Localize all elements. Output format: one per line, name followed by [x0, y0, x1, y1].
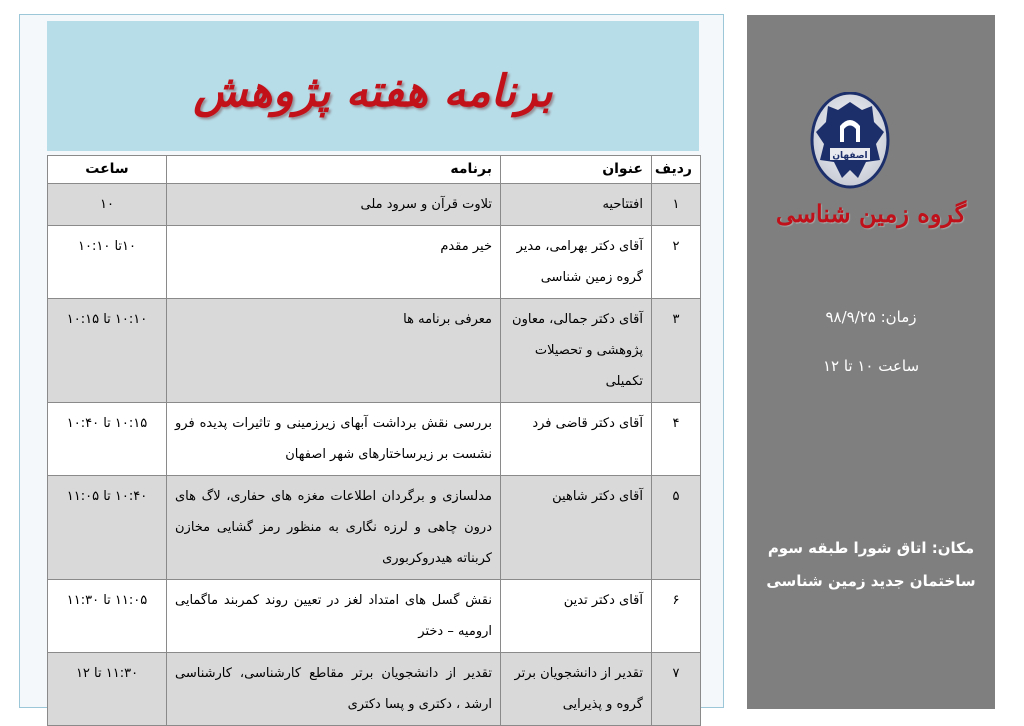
header-title: عنوان [501, 156, 652, 184]
row-time: ۱۰تا ۱۰:۱۰ [48, 226, 167, 299]
row-number: ۷ [652, 653, 701, 726]
row-number: ۴ [652, 403, 701, 476]
row-program: تلاوت قرآن و سرود ملی [167, 184, 501, 226]
table-row [48, 299, 701, 403]
row-time: ۱۰ [48, 184, 167, 226]
table-row [48, 580, 701, 653]
header-row-number: ردیف [652, 156, 701, 184]
event-location: مکان: اتاق شورا طبقه سوم [767, 539, 975, 557]
university-emblem-icon [810, 92, 890, 192]
banner-title: برنامه هفته پژوهش [193, 65, 553, 117]
row-time: ۱۰:۴۰ تا ۱۱:۰۵ [48, 476, 167, 580]
logo-text: اصفهان [832, 151, 868, 161]
event-date: زمان: ۹۸/۹/۲۵ [825, 308, 917, 326]
row-number: ۶ [652, 580, 701, 653]
row-program: نقش گسل های امتداد لغز در تعیین روند کمربند ماگمایی ارومیه – دختر [167, 580, 501, 653]
table-row [48, 403, 701, 476]
row-time: ۱۰:۱۰ تا ۱۰:۱۵ [48, 299, 167, 403]
event-building: ساختمان جدید زمین شناسی [766, 572, 976, 590]
table-row [48, 226, 701, 299]
row-time: ۱۰:۱۵ تا ۱۰:۴۰ [48, 403, 167, 476]
table-row [48, 476, 701, 580]
row-title: آقای دکتر قاضی فرد [501, 403, 652, 476]
row-title: آقای دکتر بهرامی، مدیر گروه زمین شناسی [501, 226, 652, 299]
row-program: تقدیر از دانشجویان برتر مقاطع کارشناسی، کارشناسی ارشد ، دکتری و پسا دکتری [167, 653, 501, 726]
header-time: ساعت [48, 156, 167, 184]
event-hour: ساعت ۱۰ تا ۱۲ [822, 357, 920, 375]
row-number: ۲ [652, 226, 701, 299]
table-header-row [48, 156, 701, 184]
row-program: بررسی نقش برداشت آبهای زیرزمینی و تاثیرات پدیده فرو نشست بر زیرساختارهای شهر اصفهان [167, 403, 501, 476]
row-number: ۵ [652, 476, 701, 580]
department-name: گروه زمین شناسی [775, 199, 967, 228]
title-banner [47, 21, 699, 151]
row-title: افتتاحیه [501, 184, 652, 226]
row-title: آقای دکتر شاهین [501, 476, 652, 580]
info-panel [747, 15, 995, 709]
row-title: آقای دکتر جمالی، معاون پژوهشی و تحصیلات تکمیلی [501, 299, 652, 403]
row-number: ۳ [652, 299, 701, 403]
row-title: آقای دکتر تدین [501, 580, 652, 653]
row-program: معرفی برنامه ها [167, 299, 501, 403]
row-time: ۱۱:۳۰ تا ۱۲ [48, 653, 167, 726]
row-program: خیر مقدم [167, 226, 501, 299]
table-row [48, 653, 701, 726]
row-number: ۱ [652, 184, 701, 226]
row-title: تقدیر از دانشجویان برتر گروه و پذیرایی [501, 653, 652, 726]
header-program: برنامه [167, 156, 501, 184]
row-program: مدلسازی و برگردان اطلاعات مغزه های حفاری، لاگ های درون چاهی و لرزه نگاری به منظور رمز گشایی مخازن کربناته هیدروکربوری [167, 476, 501, 580]
row-time: ۱۱:۰۵ تا ۱۱:۳۰ [48, 580, 167, 653]
schedule-table [47, 155, 701, 726]
table-row [48, 184, 701, 226]
